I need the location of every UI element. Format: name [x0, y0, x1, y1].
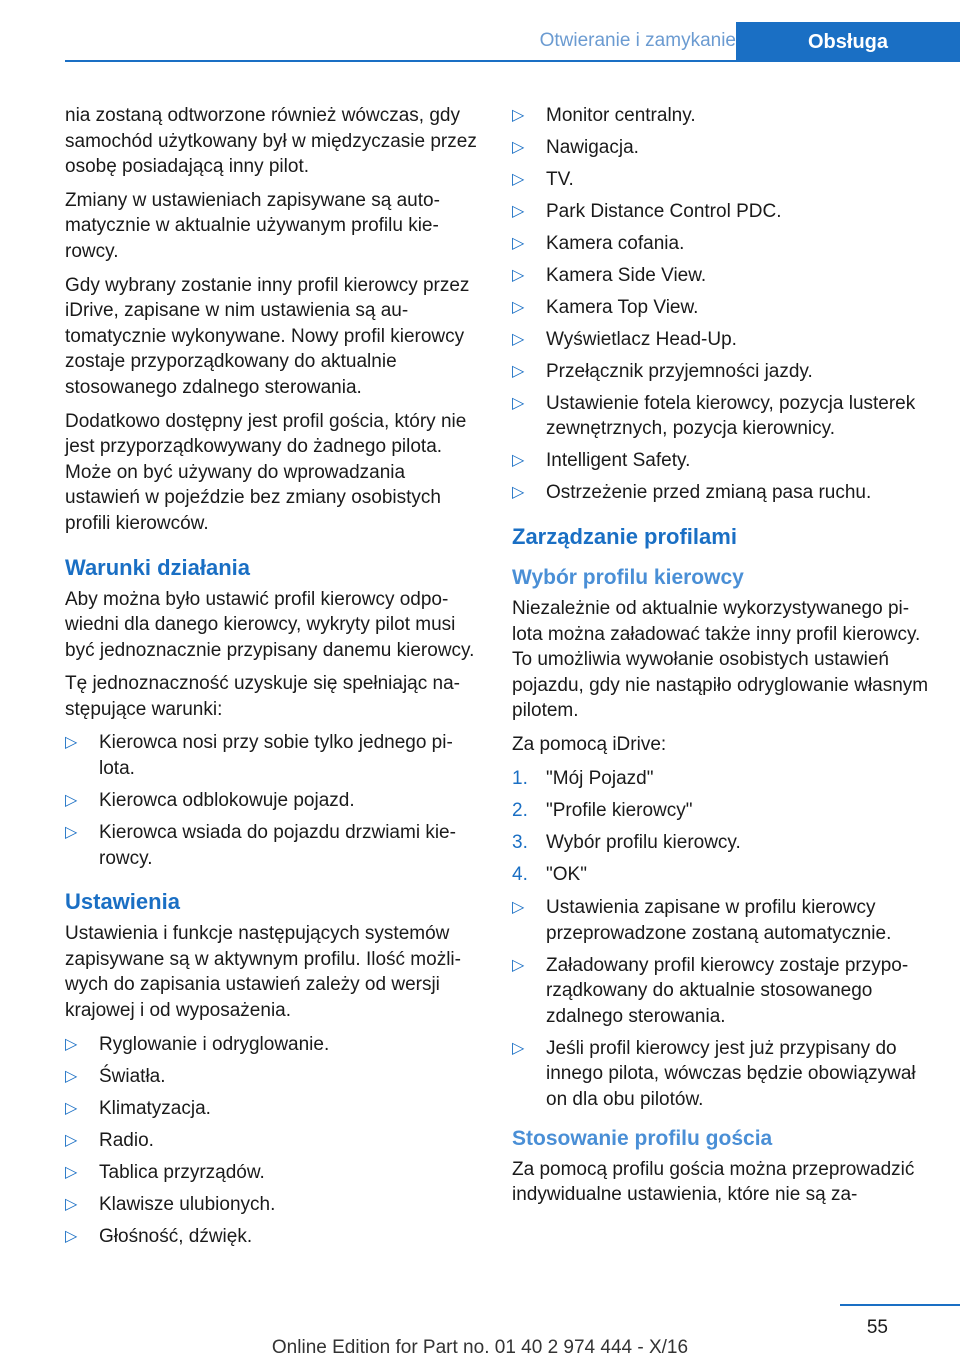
paragraph: nia zostaną odtworzone również wówczas, gdy samochód użytkowany był w międzyczasie przez osobę posiadającą inny pilot. [65, 105, 477, 178]
list-item: ▷ Kierowca nosi przy sobie tylko jednego pilota. [65, 732, 453, 780]
triangle-right-icon: ▷ [65, 1035, 78, 1053]
triangle-right-icon: ▷ [512, 484, 525, 502]
triangle-right-icon: ▷ [65, 734, 78, 752]
step-item: 4. "OK" [512, 862, 930, 888]
triangle-right-icon: ▷ [512, 234, 525, 252]
triangle-right-icon: ▷ [65, 1131, 78, 1149]
triangle-right-icon: ▷ [512, 956, 525, 974]
step-number: 4. [512, 863, 528, 885]
step-item: 3. Wybór profilu kierowcy. [512, 830, 930, 856]
heading-guest-profile: Stosowanie profilu gościa [512, 1126, 773, 1150]
triangle-right-icon: ▷ [512, 298, 525, 316]
list-item: ▷ Klawisze ulubionych. [65, 1192, 481, 1218]
list-item: ▷ Ustawienie fotela kierowcy, pozycja lusterek zewnętrznych, pozycja kierownicy. [512, 392, 916, 440]
list-item: ▷ Kierowca wsiada do pojazdu drzwiami kierowcy. [65, 822, 456, 869]
section-title: Otwieranie i zamykanie [539, 30, 736, 51]
list-item: ▷ Przełącznik przyjemności jazdy. [512, 359, 930, 385]
list-item: ▷ Klimatyzacja. [65, 1096, 481, 1122]
paragraph: Aby można było ustawić profil kierowcy odpowiedni dla danego kierowcy, wykryty pilot musi być jednoznacznie przypisany danemu kierowcy. [65, 588, 475, 661]
list-item: ▷ Wyświetlacz Head-Up. [512, 327, 930, 353]
right-column [512, 103, 930, 1216]
list-item: ▷ Kamera Top View. [512, 295, 930, 321]
systems-list [65, 1032, 481, 1250]
paragraph: Gdy wybrany zostanie inny profil kierowcy przez iDrive, zapisane w nim ustawienia są automatycznie wykonywane. Nowy profil kierowcy zostaje przyporządkowany do aktualnie stosowanego zdalnego sterowania. [65, 274, 470, 398]
step-number: 3. [512, 831, 528, 853]
triangle-right-icon: ▷ [65, 1099, 78, 1117]
step-number: 1. [512, 767, 528, 789]
list-item: ▷ TV. [512, 167, 930, 193]
list-item: ▷ Kierowca odblokowuje pojazd. [65, 788, 481, 814]
list-item: ▷ Nawigacja. [512, 135, 930, 161]
header-rule [65, 60, 960, 62]
triangle-right-icon: ▷ [65, 824, 78, 842]
list-item: ▷ Park Distance Control PDC. [512, 199, 930, 225]
heading-conditions: Warunki działania [65, 554, 251, 580]
step-number: 2. [512, 799, 528, 821]
paragraph: Tę jednoznaczność uzyskuje się spełniając następujące warunki: [65, 673, 460, 720]
triangle-right-icon: ▷ [512, 362, 525, 380]
triangle-right-icon: ▷ [512, 107, 525, 124]
step-item: 2. "Profile kierowcy" [512, 798, 930, 824]
triangle-right-icon: ▷ [65, 1067, 78, 1085]
paragraph: Ustawienia i funkcje następujących systemów zapisywane są w aktywnym profilu. Ilość możliwych do zapisania ustawień zależy od wersji krajowej i od wyposażenia. [65, 923, 461, 1021]
triangle-right-icon: ▷ [512, 202, 525, 220]
page-number: 55 [866, 1317, 888, 1338]
paragraph: Za pomocą iDrive: [512, 733, 667, 755]
paragraph: Za pomocą profilu gościa można przeprowadzić indywidualne ustawienia, które nie są za- [512, 1158, 915, 1206]
paragraph: Dodatkowo dostępny jest profil gościa, który nie jest przyporządkowywany do żadnego pilota. Może on być używany do wprowadzania ustawień w pojeździe bez zmiany osobistych profili kierowców. [65, 410, 467, 534]
list-item: ▷ Kamera cofania. [512, 231, 930, 257]
list-item: ▷ Kamera Side View. [512, 263, 930, 289]
triangle-right-icon: ▷ [512, 330, 525, 348]
triangle-right-icon: ▷ [65, 1195, 78, 1213]
triangle-right-icon: ▷ [512, 1039, 525, 1057]
systems-list-continued [512, 103, 930, 506]
triangle-right-icon: ▷ [512, 170, 525, 188]
list-item: ▷ Ostrzeżenie przed zmianą pasa ruchu. [512, 480, 930, 506]
list-item: ▷ Intelligent Safety. [512, 448, 930, 474]
heading-select-profile: Wybór profilu kierowcy [512, 566, 744, 590]
triangle-right-icon: ▷ [512, 452, 525, 470]
triangle-right-icon: ▷ [65, 1163, 78, 1181]
list-item: ▷ Załadowany profil kierowcy zostaje przyporządkowany do aktualnie stosowanego zdalnego sterowania. [512, 954, 909, 1027]
notes-list [512, 895, 930, 1113]
triangle-right-icon: ▷ [512, 266, 525, 284]
list-item: ▷ Jeśli profil kierowcy jest już przypisany do innego pilota, wówczas będzie obowiązywał on dla obu pilotów. [512, 1037, 916, 1111]
triangle-right-icon: ▷ [512, 394, 525, 412]
list-item: ▷ Głośność, dźwięk. [65, 1224, 481, 1250]
heading-manage-profiles: Zarządzanie profilami [512, 524, 737, 550]
chapter-tab: Obsługa [736, 22, 960, 62]
list-item: ▷ Monitor centralny. [512, 103, 930, 129]
step-item: 1. "Mój Pojazd" [512, 766, 930, 792]
conditions-list [65, 730, 481, 871]
triangle-right-icon: ▷ [512, 138, 525, 156]
list-item: ▷ Tablica przyrządów. [65, 1160, 481, 1186]
edition-footer: Online Edition for Part no. 01 40 2 974 444 - X/16 [271, 1337, 689, 1358]
steps-list [512, 766, 930, 888]
triangle-right-icon: ▷ [65, 792, 78, 810]
page-header [65, 22, 960, 62]
triangle-right-icon: ▷ [512, 899, 525, 917]
list-item: ▷ Ryglowanie i odryglowanie. [65, 1032, 481, 1058]
list-item: ▷ Światła. [65, 1064, 481, 1090]
list-item: ▷ Radio. [65, 1128, 481, 1154]
paragraph: Zmiany w ustawieniach zapisywane są automatycznie w aktualnie używanym profilu kierowcy. [65, 189, 440, 262]
left-column [65, 103, 481, 1257]
triangle-right-icon: ▷ [65, 1227, 78, 1245]
heading-settings: Ustawienia [65, 889, 180, 915]
footer-rule [840, 1304, 960, 1306]
list-item: ▷ Ustawienia zapisane w profilu kierowcy przeprowadzone zostaną automatycznie. [512, 897, 892, 944]
paragraph: Niezależnie od aktualnie wykorzystywanego pilota można załadować także inny profil kierowcy. To umożliwia wywołanie osobistych ustawień pojazdu, gdy nie nastąpiło odryglowanie własnym pilotem. [512, 598, 929, 722]
